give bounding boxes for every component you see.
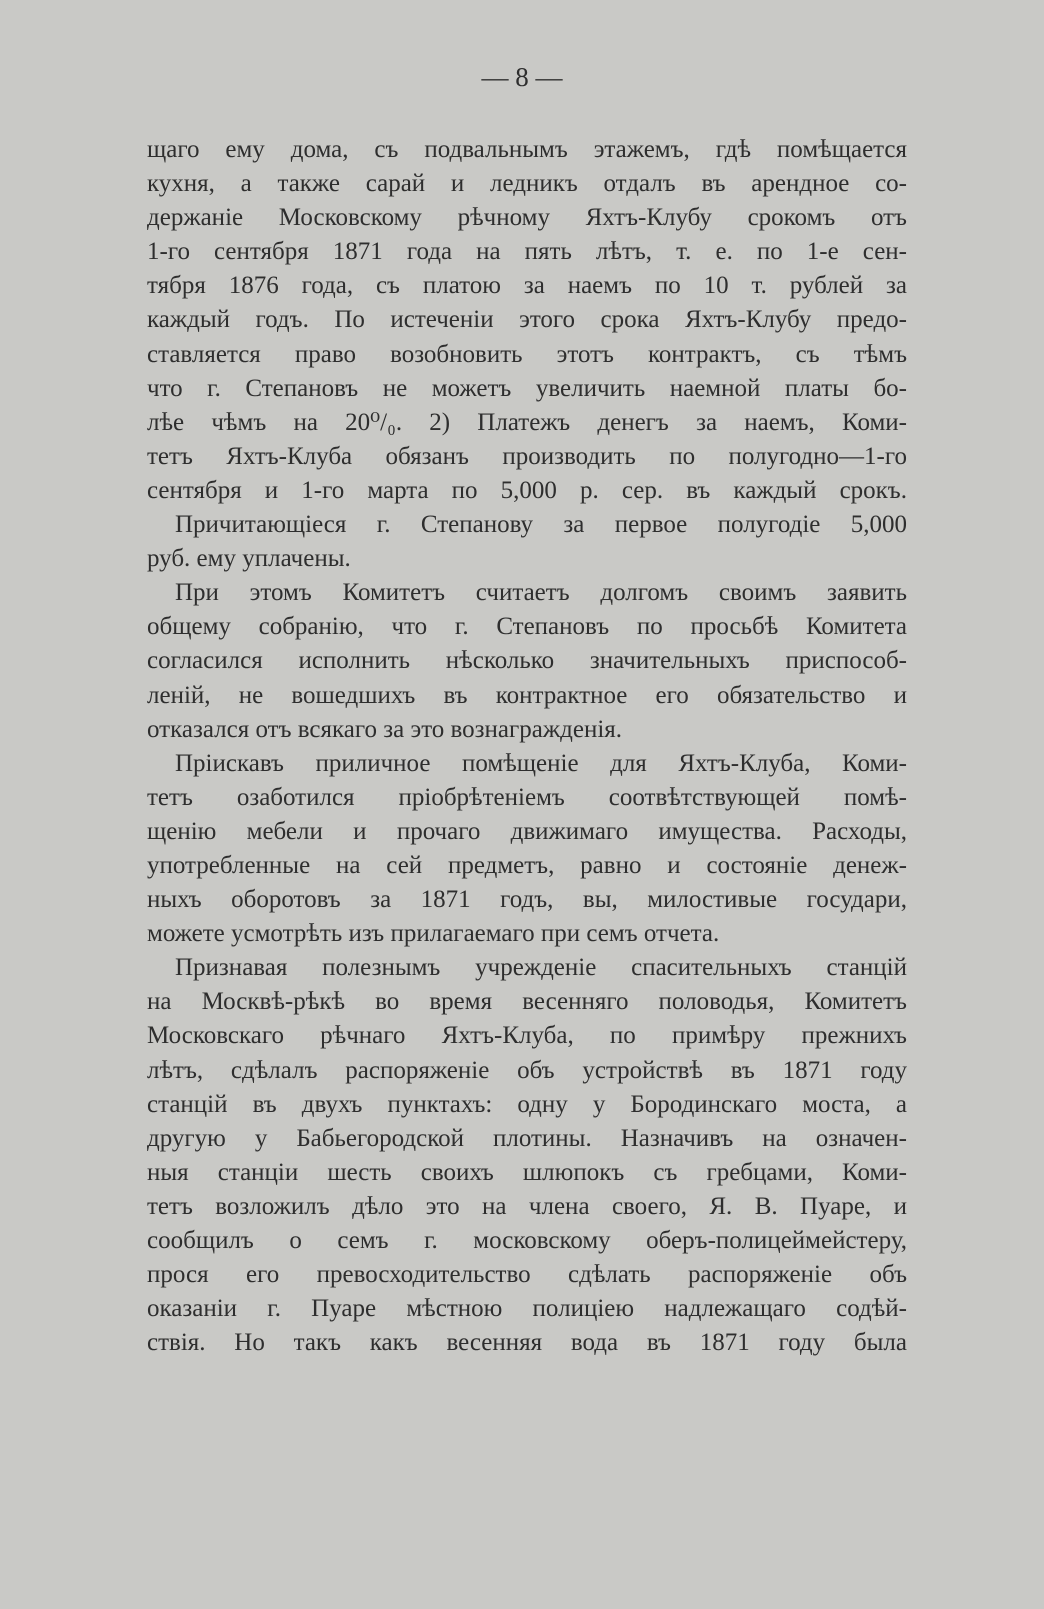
paragraph [147,951,907,1360]
text-line: ствія. Но такъ какъ весенняя вода въ 1871 году была [147,1329,907,1357]
text-line: 1-го сентября 1871 года на пять лѣтъ, т. е. по 1-е сен- [147,238,907,266]
text-line: общему собранію, что г. Степановъ по просьбѣ Комитета [147,613,907,641]
text-line: леній, не вошедшихъ въ контрактное его обязательство и [147,681,907,709]
body-text [147,133,907,1360]
text-line: станцій въ двухъ пунктахъ: одну у Бородинскаго моста, а [147,1090,907,1118]
page-number: — 8 — [481,62,563,92]
text-line: ставляется право возобновить этотъ контрактъ, съ тѣмъ [147,340,907,368]
text-line: согласился исполнить нѣсколько значительныхъ приспособ- [147,647,907,675]
text-line: ныя станціи шесть своихъ шлюпокъ съ гребцами, Коми- [147,1158,907,1186]
text-line: сообщилъ о семъ г. московскому оберъ-полицеймейстеру, [147,1227,907,1254]
paragraph [147,747,907,952]
text-line: можете усмотрѣть изъ прилагаемаго при семъ отчета. [147,920,720,948]
paragraph [147,576,907,746]
text-line: что г. Степановъ не можетъ увеличить наемной платы бо- [147,374,907,402]
paragraph [147,133,907,508]
text-line: щенію мебели и прочаго движимаго имущества. Расходы, [147,817,907,845]
text-line: употребленные на сей предметъ, равно и состояніе денеж- [147,851,907,879]
text-line: Пріискавъ приличное помѣщеніе для Яхтъ-Клуба, Коми- [175,749,907,777]
paragraph [147,508,907,576]
text-line: оказаніи г. Пуаре мѣстною полиціею надлежащаго содѣй- [147,1295,907,1323]
text-line: прося его превосходительство сдѣлать распоряженіе объ [147,1261,907,1289]
text-line: тетъ Яхтъ-Клуба обязанъ производить по полугодно—1-го [147,442,907,470]
text-line: Признавая полезнымъ учрежденіе спасительныхъ станцій [175,954,907,982]
text-line: другую у Бабьегородской плотины. Назначивъ на означен- [147,1124,907,1152]
text-line: отказался отъ всякаго за это вознагражденія. [147,715,623,743]
text-line: руб. ему уплачены. [147,545,351,573]
text-line: тября 1876 года, съ платою за наемъ по 10 т. рублей за [147,272,907,300]
text-line: ныхъ оборотовъ за 1871 годъ, вы, милостивые государи, [147,886,907,914]
text-line: кухня, а также сарай и ледникъ отдалъ въ арендное со- [147,170,907,198]
text-line: Причитающіеся г. Степанову за первое полугодіе 5,000 [175,511,907,539]
text-line: щаго ему дома, съ подвальнымъ этажемъ, гдѣ помѣщается [147,136,907,163]
text-line: на Москвѣ-рѣкѣ во время весенняго половодья, Комитетъ [147,988,907,1016]
text-line: сентября и 1-го марта по 5,000 р. сер. въ каждый срокъ. [147,476,907,504]
text-line: тетъ возложилъ дѣло это на члена своего, Я. В. Пуаре, и [147,1192,907,1220]
text-line: каждый годъ. По истеченіи этого срока Яхтъ-Клубу предо- [147,306,907,334]
text-line: тетъ озаботился пріобрѣтеніемъ соотвѣтствующей помѣ- [147,783,907,811]
text-line: При этомъ Комитетъ считаетъ долгомъ своимъ заявить [175,579,907,607]
text-line: держаніе Московскому рѣчному Яхтъ-Клубу срокомъ отъ [147,204,907,232]
text-line: лѣе чѣмъ на 20⁰/₀. 2) Платежъ денегъ за наемъ, Коми- [147,408,907,436]
text-line: лѣтъ, сдѣлалъ распоряженіе объ устройствѣ въ 1871 году [147,1056,907,1084]
text-line: Московскаго рѣчнаго Яхтъ-Клуба, по примѣру прежнихъ [147,1022,907,1050]
